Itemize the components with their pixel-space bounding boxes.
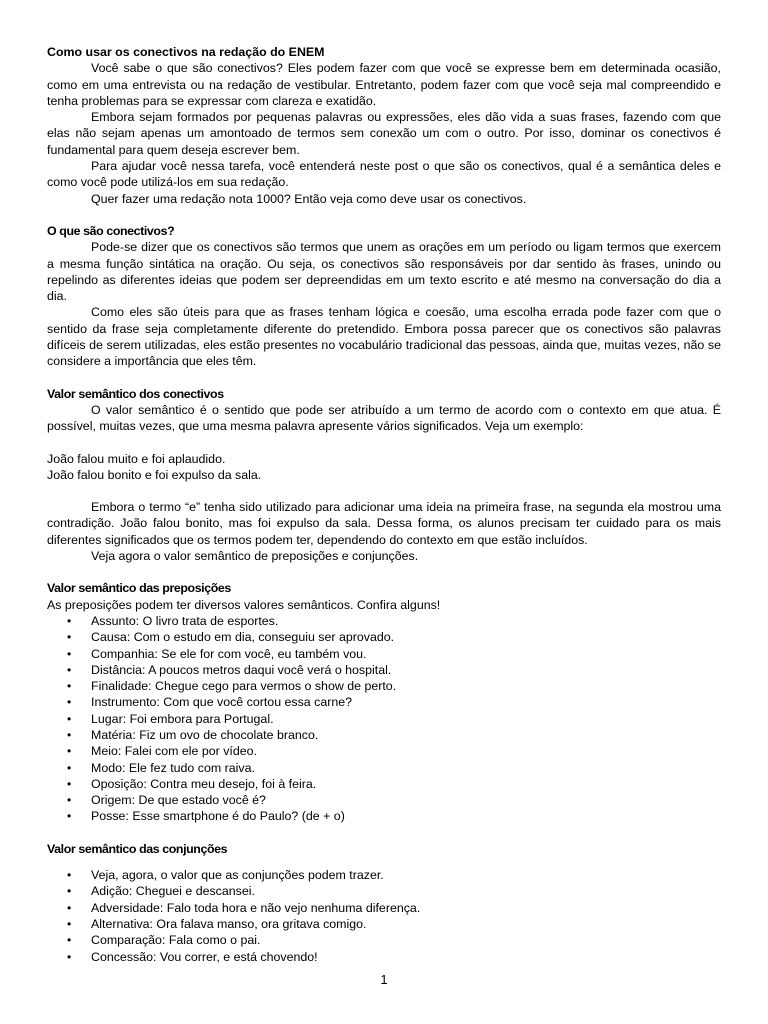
list-item: • Instrumento: Com que você cortou essa carne? xyxy=(47,694,721,710)
intro-paragraph-1: Você sabe o que são conectivos? Eles podem fazer com que você se expresse bem em determinada ocasião, como em uma entrevista ou na redação de vestibular. Entretanto, podem fazer com que você seja mal compreendido e tenha problemas para se expressar com clareza e exatidão. xyxy=(47,61,721,108)
list-item: • Adversidade: Falo toda hora e não vejo nenhuma diferença. xyxy=(47,900,721,916)
section-heading-conjunctions: Valor semântico das conjunções xyxy=(47,841,228,856)
section2-paragraph-1: O valor semântico é o sentido que pode ser atribuído a um termo de acordo com o contexto em que atua. É possível, muitas vezes, que uma mesma palavra apresente vários significados. Veja um exemplo: xyxy=(47,402,721,434)
section1-paragraph-2: Como eles são úteis para que as frases tenham lógica e coesão, uma escolha errada pode fazer com que o sentido da frase seja completamente diferente do pretendido. Embora possa parecer que os conectivos são palavras difíceis de serem utilizadas, eles estão presentes no vocabulário tradicional das pessoas, ainda que, muitas vezes, não se considere a importância que eles têm. xyxy=(47,305,721,369)
list-item: • Adição: Cheguei e descansei. xyxy=(47,883,721,899)
list-item: • Meio: Falei com ele por vídeo. xyxy=(47,743,721,759)
prepositions-intro: As preposições podem ter diversos valores semânticos. Confira alguns! xyxy=(47,597,441,612)
section2-paragraph-3: Veja agora o valor semântico de preposições e conjunções. xyxy=(91,549,419,564)
conjunctions-list xyxy=(47,867,721,965)
list-item: • Origem: De que estado você é? xyxy=(47,792,721,808)
document-title: Como usar os conectivos na redação do ENEM xyxy=(47,45,325,59)
list-item: • Alternativa: Ora falava manso, ora gritava comigo. xyxy=(47,916,721,932)
example-sentence-2: João falou bonito e foi expulso da sala. xyxy=(47,467,262,482)
intro-paragraph-4: Quer fazer uma redação nota 1000? Então veja como deve usar os conectivos. xyxy=(91,191,527,206)
section-heading-semantic-value: Valor semântico dos conectivos xyxy=(47,386,224,401)
list-item: • Posse: Esse smartphone é do Paulo? (de + o) xyxy=(47,808,721,824)
list-item: • Comparação: Fala como o pai. xyxy=(47,932,721,948)
list-item: • Finalidade: Chegue cego para vermos o show de perto. xyxy=(47,678,721,694)
example-sentence-1: João falou muito e foi aplaudido. xyxy=(47,451,226,466)
list-item: • Concessão: Vou correr, e está chovendo! xyxy=(47,949,721,965)
list-item: • Lugar: Foi embora para Portugal. xyxy=(47,711,721,727)
list-item: • Modo: Ele fez tudo com raiva. xyxy=(47,760,721,776)
intro-paragraph-3: Para ajudar você nessa tarefa, você entenderá neste post o que são os conectivos, qual é a semântica deles e como você pode utilizá-los em sua redação. xyxy=(47,159,721,190)
list-item: • Oposição: Contra meu desejo, foi à feira. xyxy=(47,776,721,792)
section-heading-what-are-connectives: O que são conectivos? xyxy=(47,223,175,238)
list-item: • Companhia: Se ele for com você, eu também vou. xyxy=(47,646,721,662)
list-item: • Matéria: Fiz um ovo de chocolate branco. xyxy=(47,727,721,743)
list-item: • Veja, agora, o valor que as conjunções podem trazer. xyxy=(47,867,721,883)
prepositions-list xyxy=(47,613,721,825)
list-item: • Assunto: O livro trata de esportes. xyxy=(47,613,721,629)
section2-paragraph-2: Embora o termo “e” tenha sido utilizado para adicionar uma ideia na primeira frase, na segunda ela mostrou uma contradição. João falou bonito, mas foi expulso da sala. Dessa forma, os alunos precisam ter cuidado para os mais diferentes significados que os termos podem ter, dependendo do contexto em que estão incluídos. xyxy=(47,500,721,547)
section1-paragraph-1: Pode-se dizer que os conectivos são termos que unem as orações em um período ou ligam termos que exercem a mesma função sintática na oração. Ou seja, os conectivos são responsáveis por dar sentido às frases, unindo ou repelindo as diferentes ideias que podem ser depreendidas em um texto escrito e até mesmo na conversação do dia a dia. xyxy=(47,240,721,304)
list-item: • Distância: A poucos metros daqui você verá o hospital. xyxy=(47,662,721,678)
document-content xyxy=(47,44,721,965)
section-heading-prepositions: Valor semântico das preposições xyxy=(47,581,231,596)
intro-paragraph-2: Embora sejam formados por pequenas palavras ou expressões, eles dão vida a suas frases, fazendo com que elas não sejam apenas um amontoado de termos sem conexão um com o outro. Por isso, dominar os conectivos é fundamental para quem deseja escrever bem. xyxy=(47,110,721,157)
list-item: • Causa: Com o estudo em dia, conseguiu ser aprovado. xyxy=(47,629,721,645)
page-number: 1 xyxy=(380,972,388,987)
